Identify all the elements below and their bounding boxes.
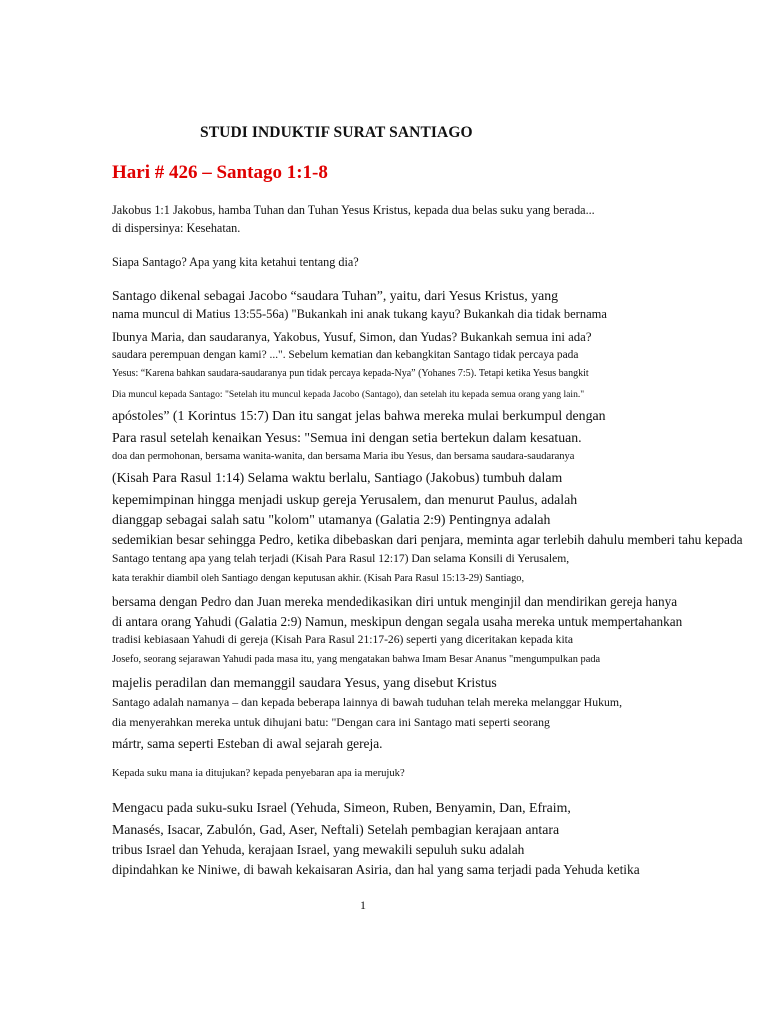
text-line: Mengacu pada suku-suku Israel (Yehuda, Simeon, Ruben, Benyamin, Dan, Efraim, [112,800,571,815]
text-line: Dia muncul kepada Santago: "Setelah itu muncul kepada Jacobo (Santago), dan setelah itu kepada semua orang yang lain." [112,389,585,400]
text-line: di dispersinya: Kesehatan. [112,221,241,235]
question-line: Siapa Santago? Apa yang kita ketahui tentang dia? [112,255,359,269]
text-line: dianggap sebagai salah satu "kolom" utamanya (Galatia 2:9) Pentingnya adalah [112,512,551,527]
text-line: saudara perempuan dengan kami? ...". Sebelum kematian dan kebangkitan Santago tidak percaya pada [112,349,579,361]
text-line: di antara orang Yahudi (Galatia 2:9) Namun, meskipun dengan segala usaha mereka untuk mempertahankan [112,614,683,629]
text-line: Santago tentang apa yang telah terjadi (Kisah Para Rasul 12:17) Dan selama Konsili di Yerusalem, [112,552,570,565]
text-line: kepemimpinan hingga menjadi uskup gereja Yerusalem, dan menurut Paulus, adalah [112,492,578,507]
text-line: Yesus: “Karena bahkan saudara-saudaranya pun tidak percaya kepada-Nya” (Yohanes 7:5). Tetapi ketika Yesus bangkit [112,368,589,379]
text-line: dipindahkan ke Niniwe, di bawah kekaisaran Asiria, dan hal yang sama terjadi pada Yehuda ketika [112,862,640,877]
text-line: Santago adalah namanya – dan kepada beberapa lainnya di bawah tuduhan telah mereka melanggar Hukum, [112,695,623,709]
text-line: Ibunya Maria, dan saudaranya, Yakobus, Yusuf, Simon, dan Yudas? Bukankah semua ini ada? [112,330,592,344]
text-line: Santago dikenal sebagai Jacobo “saudara Tuhan”, yaitu, dari Yesus Kristus, yang [112,288,559,303]
question-line: Kepada suku mana ia ditujukan? kepada penyebaran apa ia merujuk? [112,768,405,779]
text-line: (Kisah Para Rasul 1:14) Selama waktu berlalu, Santiago (Jakobus) tumbuh dalam [112,470,563,485]
document-title: STUDI INDUKTIF SURAT SANTIAGO [200,124,473,141]
text-line: tradisi kebiasaan Yahudi di gereja (Kisah Para Rasul 21:17-26) seperti yang diceritakan kepada kita [112,633,574,646]
text-line: nama muncul di Matius 13:55-56a) "Bukankah ini anak tukang kayu? Bukankah dia tidak bernama [112,307,607,321]
text-line: Josefo, seorang sejarawan Yahudi pada masa itu, yang mengatakan bahwa Imam Besar Ananus "mengumpulkan pada [112,654,601,665]
text-line: Para rasul setelah kenaikan Yesus: "Semua ini dengan setia bertekun dalam kesatuan. [112,430,582,445]
text-line: mártr, sama seperti Esteban di awal sejarah gereja. [112,736,383,751]
text-line: majelis peradilan dan memanggil saudara Yesus, yang disebut Kristus [112,675,497,690]
text-line: sedemikian besar sehingga Pedro, ketika dibebaskan dari penjara, meminta agar terlebih dahulu memberi tahu kepada [112,532,743,547]
day-heading: Hari # 426 – Santago 1:1-8 [112,162,328,183]
page-number: 1 [360,898,366,912]
text-line: Manasés, Isacar, Zabulón, Gad, Aser, Neftali) Setelah pembagian kerajaan antara [112,822,560,837]
text-line: tribus Israel dan Yehuda, kerajaan Israel, yang mewakili sepuluh suku adalah [112,842,525,857]
text-line: bersama dengan Pedro dan Juan mereka mendedikasikan diri untuk menginjil dan mendirikan gereja hanya [112,594,678,609]
text-line: doa dan permohonan, bersama wanita-wanita, dan bersama Maria ibu Yesus, dan bersama saudara-saudaranya [112,451,575,462]
text-line: kata terakhir diambil oleh Santiago dengan keputusan akhir. (Kisah Para Rasul 15:13-29) Santiago, [112,573,525,584]
text-line: dia menyerahkan mereka untuk dihujani batu: "Dengan cara ini Santago mati seperti seorang [112,715,550,729]
text-line: Jakobus 1:1 Jakobus, hamba Tuhan dan Tuhan Yesus Kristus, kepada dua belas suku yang berada... [112,203,595,217]
text-line: apóstoles” (1 Korintus 15:7) Dan itu sangat jelas bahwa mereka mulai berkumpul dengan [112,408,606,423]
